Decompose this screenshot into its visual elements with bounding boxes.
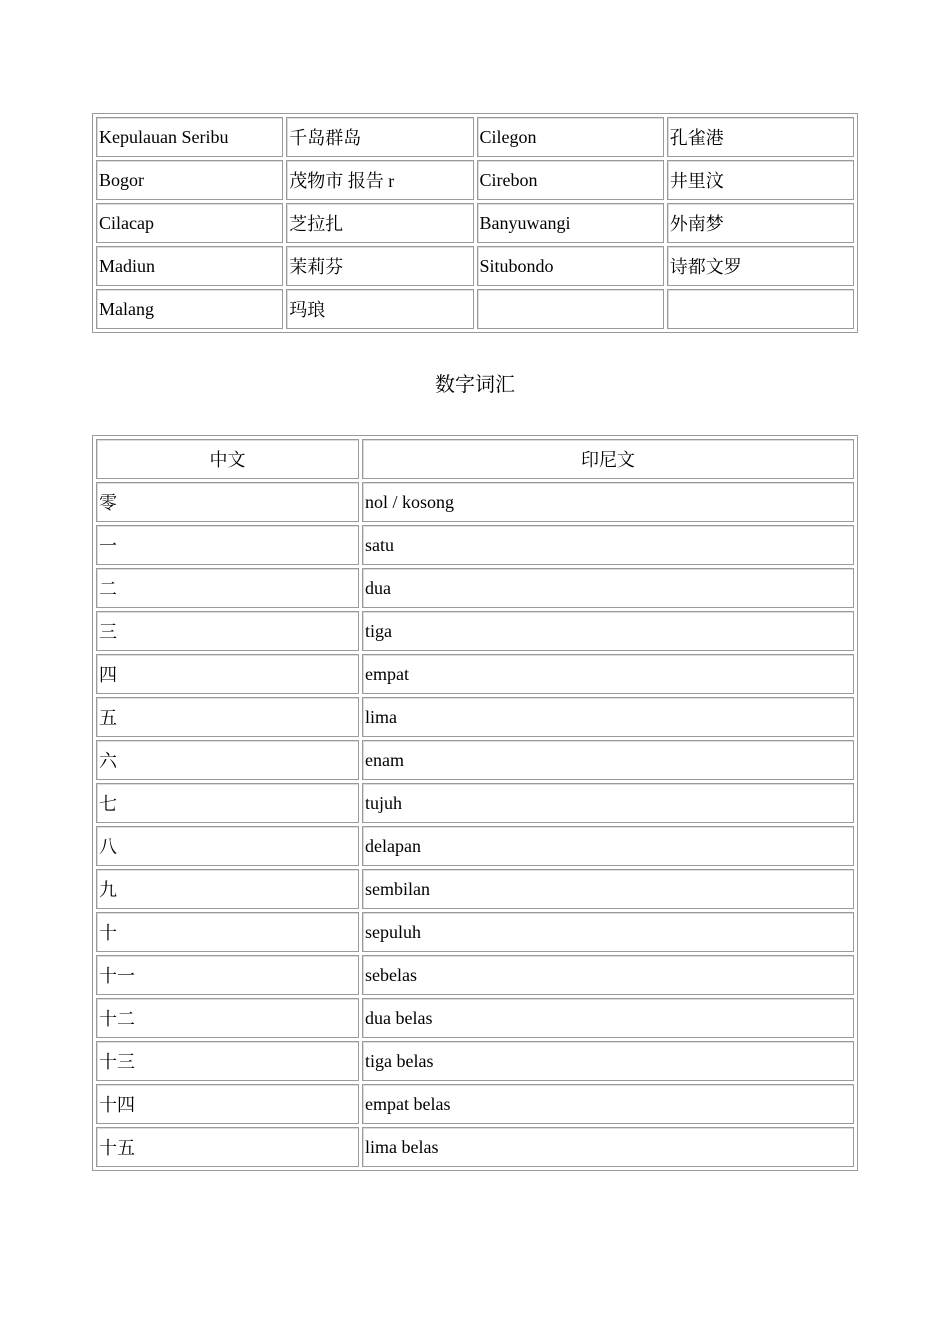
number-chinese-cell: 十二 [96, 998, 359, 1038]
table-row [96, 654, 854, 694]
place-cell-chinese-name: 外南梦 [667, 203, 854, 243]
number-chinese-cell: 四 [96, 654, 359, 694]
table-row [96, 783, 854, 823]
place-cell-chinese-name: 诗都文罗 [667, 246, 854, 286]
number-indonesian-cell: dua [362, 568, 854, 608]
number-chinese-cell: 八 [96, 826, 359, 866]
place-cell-indonesian-name: Cilacap [96, 203, 283, 243]
header-chinese: 中文 [96, 439, 359, 479]
number-indonesian-cell: lima [362, 697, 854, 737]
table-row [96, 826, 854, 866]
number-chinese-cell: 零 [96, 482, 359, 522]
table-row [96, 869, 854, 909]
table-row [96, 740, 854, 780]
number-chinese-cell: 十三 [96, 1041, 359, 1081]
number-indonesian-cell: sepuluh [362, 912, 854, 952]
table-row [96, 697, 854, 737]
place-cell-chinese-name: 孔雀港 [667, 117, 854, 157]
table-row [96, 289, 854, 329]
table-row [96, 568, 854, 608]
place-cell-indonesian-name: Situbondo [477, 246, 664, 286]
number-indonesian-cell: empat belas [362, 1084, 854, 1124]
number-table-body [96, 482, 854, 1167]
table-row [96, 611, 854, 651]
number-vocabulary-table [92, 435, 858, 1171]
place-cell-chinese-name: 井里汶 [667, 160, 854, 200]
number-chinese-cell: 一 [96, 525, 359, 565]
number-chinese-cell: 六 [96, 740, 359, 780]
number-indonesian-cell: dua belas [362, 998, 854, 1038]
number-indonesian-cell: tiga belas [362, 1041, 854, 1081]
place-cell-indonesian-name: Malang [96, 289, 283, 329]
place-cell-indonesian-name: Bogor [96, 160, 283, 200]
table-row [96, 203, 854, 243]
place-cell-indonesian-name: Madiun [96, 246, 283, 286]
place-cell-chinese-name: 茂物市 报告 r [286, 160, 473, 200]
table-row [96, 955, 854, 995]
number-indonesian-cell: empat [362, 654, 854, 694]
number-chinese-cell: 五 [96, 697, 359, 737]
table-row [96, 912, 854, 952]
table-row [96, 525, 854, 565]
table-row [96, 1127, 854, 1167]
place-cell-indonesian-name: Banyuwangi [477, 203, 664, 243]
table-row [96, 1084, 854, 1124]
number-chinese-cell: 十 [96, 912, 359, 952]
number-chinese-cell: 十五 [96, 1127, 359, 1167]
table-row [96, 246, 854, 286]
number-chinese-cell: 二 [96, 568, 359, 608]
place-cell-chinese-name: 千岛群岛 [286, 117, 473, 157]
number-chinese-cell: 十四 [96, 1084, 359, 1124]
header-indonesian: 印尼文 [362, 439, 854, 479]
place-cell-chinese-name: 茉莉芬 [286, 246, 473, 286]
number-indonesian-cell: tiga [362, 611, 854, 651]
number-indonesian-cell: sebelas [362, 955, 854, 995]
number-chinese-cell: 三 [96, 611, 359, 651]
place-cell-indonesian-name: Cilegon [477, 117, 664, 157]
number-indonesian-cell: enam [362, 740, 854, 780]
place-cell-indonesian-name: Cirebon [477, 160, 664, 200]
table-row [96, 482, 854, 522]
number-chinese-cell: 九 [96, 869, 359, 909]
number-indonesian-cell: satu [362, 525, 854, 565]
number-indonesian-cell: delapan [362, 826, 854, 866]
place-cell-indonesian-name [477, 289, 664, 329]
table-row [96, 1041, 854, 1081]
table-row [96, 117, 854, 157]
table-row [96, 160, 854, 200]
place-cell-chinese-name: 玛琅 [286, 289, 473, 329]
number-indonesian-cell: tujuh [362, 783, 854, 823]
place-names-table [92, 113, 858, 333]
place-cell-indonesian-name: Kepulauan Seribu [96, 117, 283, 157]
table-row [96, 998, 854, 1038]
number-indonesian-cell: nol / kosong [362, 482, 854, 522]
number-chinese-cell: 七 [96, 783, 359, 823]
number-indonesian-cell: lima belas [362, 1127, 854, 1167]
place-cell-chinese-name [667, 289, 854, 329]
number-chinese-cell: 十一 [96, 955, 359, 995]
section-title: 数字词汇 [435, 372, 515, 396]
place-names-body [96, 117, 854, 329]
place-cell-chinese-name: 芝拉扎 [286, 203, 473, 243]
header-row [96, 439, 854, 479]
number-table-header [96, 439, 854, 479]
number-indonesian-cell: sembilan [362, 869, 854, 909]
